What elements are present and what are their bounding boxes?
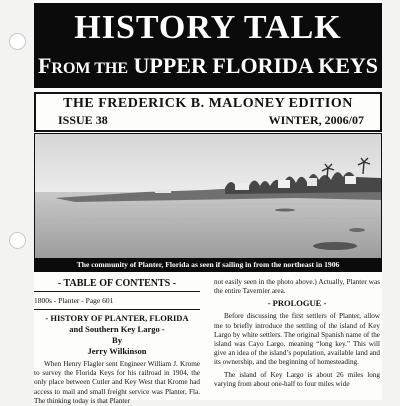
issue-date: WINTER, 2006/07	[268, 113, 364, 127]
edition-box	[34, 92, 382, 132]
planter-photo	[34, 133, 382, 259]
toc-divider	[34, 309, 200, 310]
newsletter-page	[34, 0, 382, 405]
issue-number: ISSUE 38	[58, 113, 108, 127]
prologue-paragraph-1: Before discussing the first settlers of Planter, allow me to briefly introduce the settling of the island of Key Largo by white settlers. The original Spanish name of the island was Cayo Largo, meaning “long key.” This will give an idea of the island’s population, available land and its ownership, and the beginning of homesteading.	[214, 312, 380, 367]
binder-hole-bottom	[9, 232, 26, 249]
left-column	[34, 278, 200, 406]
subtitle-from-rest: ROM THE	[51, 60, 129, 77]
subtitle-keys: KEYS	[318, 53, 379, 78]
toc-title: - TABLE OF CONTENTS -	[34, 278, 200, 292]
subtitle-florida: FLORIDA	[212, 53, 313, 78]
article-paragraph: When Henry Flagler sent Engineer William J. Krome to survey the Florida Keys for his railroad in 1904, the only place between Cutler and Key West that Krome had access to mail and small freight service was Planter, Fla. The thinking today is that Planter	[34, 360, 200, 405]
photo-caption: The community of Planter, Florida as seen if sailing in from the northeast in 1906	[34, 258, 382, 272]
subtitle-upper: UPPER	[133, 53, 207, 78]
historic-shoreline-image	[35, 134, 381, 258]
article-title-line2: and Southern Key Largo -	[69, 324, 165, 334]
article-title-line1: - HISTORY OF PLANTER, FLORIDA	[45, 313, 189, 323]
prologue-heading: - PROLOGUE -	[267, 298, 327, 309]
subtitle-from-initial: F	[37, 53, 52, 78]
masthead	[34, 3, 382, 88]
continued-text: not easily seen in the photo above.) Actually, Planter was the entire Tavernier area.	[214, 278, 380, 296]
toc-item: 1800s - Planter - Page 601	[34, 296, 114, 305]
masthead-subtitle	[34, 53, 382, 82]
prologue-paragraph-2: The island of Key Largo is about 26 miles long varying from about one-half to four miles wide	[214, 370, 380, 388]
masthead-title: HISTORY TALK	[74, 9, 342, 46]
right-column	[214, 278, 380, 389]
edition-name: THE FREDERICK B. MALONEY EDITION	[63, 96, 353, 111]
byline-by: By	[112, 335, 122, 345]
binder-hole-top	[9, 33, 26, 50]
byline-author: Jerry Wilkinson	[87, 346, 147, 356]
article-title	[34, 313, 200, 335]
